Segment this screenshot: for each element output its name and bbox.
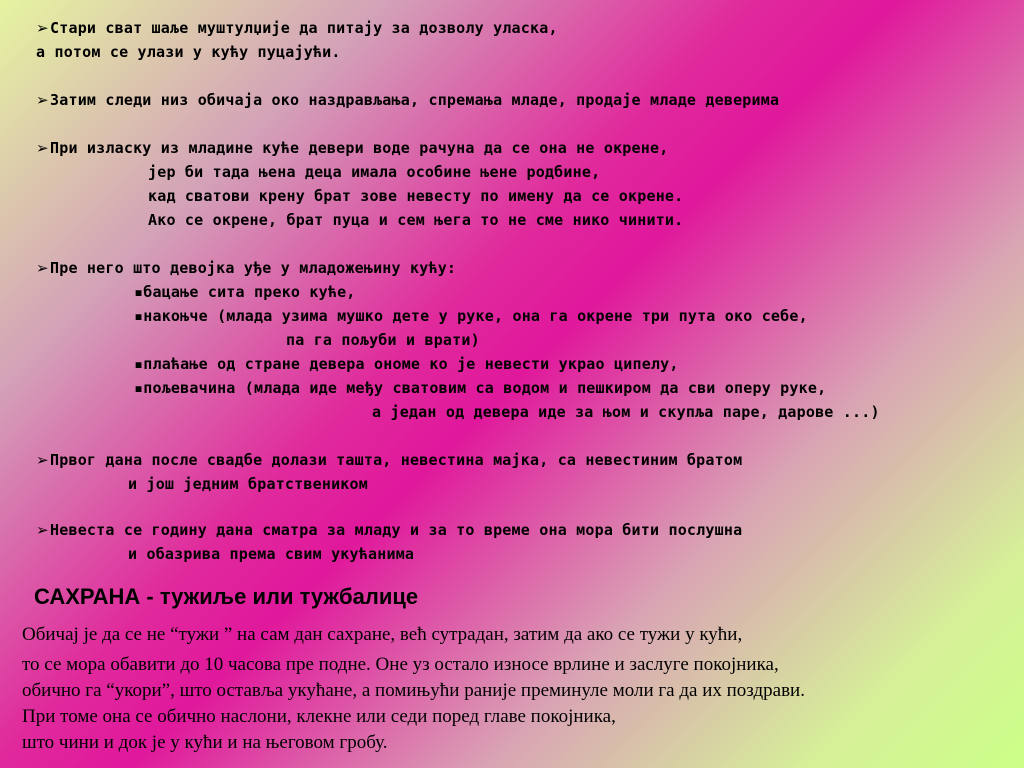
arrow-bullet-icon: ➢ bbox=[36, 451, 49, 469]
line-text: Пре него што девојка уђе у младожењину кућу: bbox=[50, 259, 457, 277]
sub-bullet-line bbox=[134, 280, 356, 304]
text-line: а потом се улази у кућу пуцајући. bbox=[36, 43, 341, 61]
text-line: и још једним братствеником bbox=[128, 475, 368, 493]
bullet-line bbox=[36, 16, 558, 40]
text-line: и обазрива према свим укућанима bbox=[128, 545, 415, 563]
bullet-line bbox=[36, 256, 456, 280]
arrow-bullet-icon: ➢ bbox=[36, 139, 49, 157]
sub-bullet-line bbox=[134, 352, 679, 376]
arrow-bullet-icon: ➢ bbox=[36, 259, 49, 277]
line-text: Стари сват шаље муштулџије да питају за дозволу уласка, bbox=[50, 19, 558, 37]
square-bullet-icon: ▪ bbox=[134, 355, 144, 373]
text-line: па га пољуби и врати) bbox=[286, 331, 480, 349]
line-text: плаћање од стране девера ономе ко је невести украо ципелу, bbox=[143, 355, 679, 373]
line-text: накоњче (млада узима мушко дете у руке, она га окрене три пута око себе, bbox=[143, 307, 808, 325]
sub-bullet-line bbox=[134, 376, 826, 400]
square-bullet-icon: ▪ bbox=[134, 379, 144, 397]
bullet-line bbox=[36, 448, 742, 472]
arrow-bullet-icon: ➢ bbox=[36, 19, 49, 37]
arrow-bullet-icon: ➢ bbox=[36, 521, 49, 539]
paragraph-line: што чини и док је у кући и на његовом гробу. bbox=[22, 732, 388, 753]
line-text: Првог дана после свадбе долази ташта, невестина мајка, са невестиним братом bbox=[50, 451, 743, 469]
bullet-line bbox=[36, 136, 668, 160]
paragraph-line: При томе она се обично наслони, клекне или седи поред главе покојника, bbox=[22, 706, 616, 727]
text-line: Ако се окрене, брат пуца и сем њега то не сме нико чинити. bbox=[148, 211, 684, 229]
bullet-line bbox=[36, 88, 779, 112]
text-line: а један од девера иде за њом и скупља паре, дарове ...) bbox=[372, 403, 880, 421]
line-text: бацање сита преко куће, bbox=[143, 283, 356, 301]
square-bullet-icon: ▪ bbox=[134, 307, 144, 325]
arrow-bullet-icon: ➢ bbox=[36, 91, 49, 109]
sub-bullet-line bbox=[134, 304, 808, 328]
paragraph-line: Обичај је да се не “тужи ” на сам дан сахране, већ сутрадан, затим да ако се тужи у кући, bbox=[22, 624, 743, 645]
line-text: пољевачина (млада иде међу сватовим са водом и пешкиром да сви оперу руке, bbox=[143, 379, 827, 397]
bullet-line bbox=[36, 518, 742, 542]
square-bullet-icon: ▪ bbox=[134, 283, 144, 301]
section-heading: САХРАНА - тужиље или тужбалице bbox=[34, 584, 419, 609]
paragraph-line: обично га “укори”, што оставља укућане, а помињући раније преминуле моли га да их поздрави. bbox=[22, 680, 805, 701]
line-text: Затим следи низ обичаја око наздрављања, спремања младе, продаје младе деверима bbox=[50, 91, 780, 109]
text-line: кад сватови крену брат зове невесту по имену да се окрене. bbox=[148, 187, 684, 205]
line-text: Невеста се годину дана сматра за младу и за то време она мора бити послушна bbox=[50, 521, 743, 539]
paragraph-line: то се мора обавити до 10 часова пре подне. Оне уз остало износе врлине и заслуге покојника, bbox=[22, 654, 779, 675]
text-line: јер би тада њена деца имала особине њене родбине, bbox=[148, 163, 601, 181]
line-text: При изласку из младине куће девери воде рачуна да се она не окрене, bbox=[50, 139, 669, 157]
